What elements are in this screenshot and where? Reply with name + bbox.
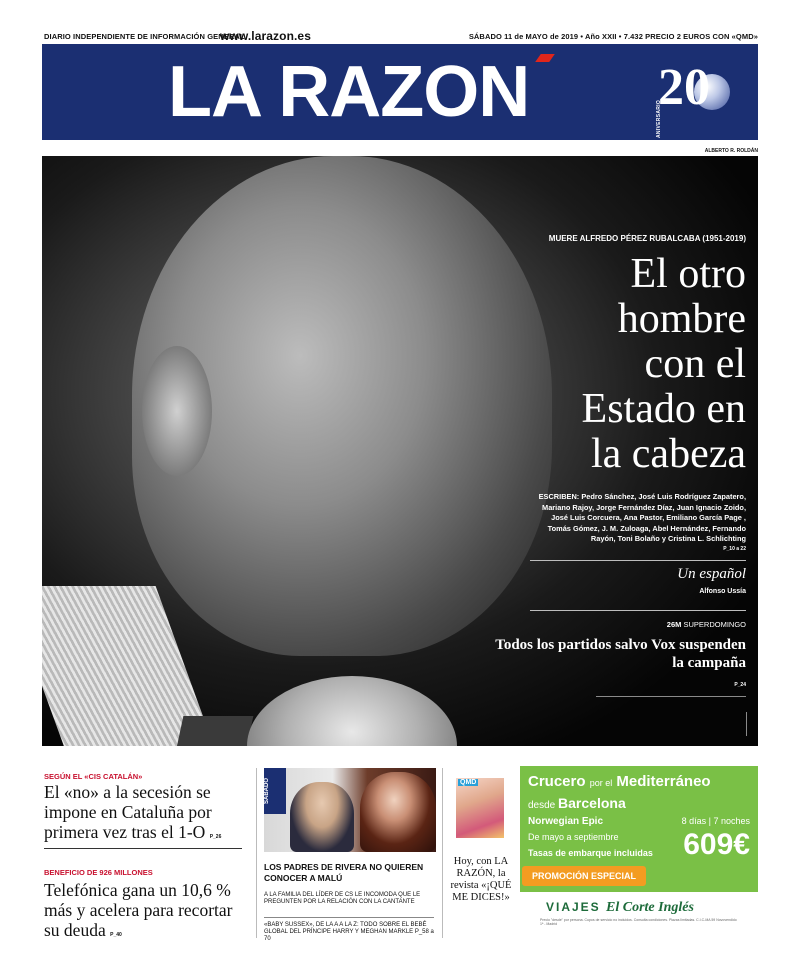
tag-text: SUPERDOMINGO (683, 620, 746, 629)
story-headline[interactable] (44, 880, 249, 945)
story-headline[interactable] (44, 782, 249, 847)
story-page-ref: P_40 (110, 932, 122, 938)
sabado-photo[interactable] (264, 768, 436, 852)
story-headline-text: El «no» a la secesión se impone en Cataluña por primera vez tras el 1-O (44, 782, 212, 842)
sabado-badge: SÁBADO (264, 768, 286, 814)
headline-line: hombre (617, 296, 746, 342)
anniversary-label: ANIVERSARIO (656, 99, 662, 138)
anniversary-emblem (654, 59, 734, 138)
headline-line: Estado en (581, 386, 746, 432)
headline-line: la cabeza (590, 431, 746, 477)
subhead-page-ref: P_24 (734, 682, 746, 688)
ad-line-1 (528, 773, 711, 790)
column-divider (256, 768, 257, 938)
website-link[interactable]: www.larazon.es (220, 29, 311, 43)
lead-headline[interactable] (446, 252, 746, 477)
anniversary-number: 20 (658, 59, 710, 116)
ad-ship: Norwegian Epic (528, 816, 604, 827)
sabado-title[interactable]: LOS PADRES DE RIVERA NO QUIEREN CONOCER A MALÚ (264, 862, 424, 883)
ad-city: Barcelona (558, 795, 626, 811)
malu-photo (360, 772, 436, 852)
divider (596, 696, 746, 697)
section-tag (667, 620, 746, 629)
subhead[interactable]: Todos los partidos salvo Vox suspenden la campaña (495, 637, 746, 671)
divider (746, 712, 747, 736)
photo-credit: ALBERTO R. ROLDÁN (704, 148, 758, 154)
opinion-author: Alfonso Ussía (699, 588, 746, 595)
sabado-summary: A LA FAMILIA DEL LÍDER DE CS LE INCOMODA QUE LE PREGUNTEN POR LA RELACIÓN CON LA CANTANTE (264, 892, 421, 905)
headline-line: El otro (630, 251, 746, 297)
ad-dates: De mayo a septiembre (528, 832, 619, 842)
logo-text: LA RAZON (168, 52, 530, 132)
lead-writers: ESCRIBEN: Pedro Sánchez, José Luis Rodríguez Zapatero, Mariano Rajoy, Jorge Fernández Díaz, Juan Ignacio Zoido, José Luis Corcuera, Ana Pastor, Emiliano García Page , Tomás Gómez, J. M. Zuloaga, Abel Hernández, Fernando Rayón, Toni Bolaño y Cristina L. Schlichting (538, 492, 746, 543)
portrait-tie (171, 716, 254, 746)
story-page-ref: P_26 (209, 834, 222, 840)
tag-bold: 26M (666, 620, 682, 629)
portrait-hand (247, 676, 457, 746)
cruise-advertisement[interactable] (520, 766, 758, 926)
logo-accent-mark (535, 54, 555, 62)
ad-duration: 8 días | 7 noches (681, 816, 750, 826)
headline-line: con el (644, 341, 746, 387)
tagline: DIARIO INDEPENDIENTE DE INFORMACIÓN GENERAL (44, 32, 245, 41)
ad-sea: Mediterráneo (616, 773, 711, 790)
promo-button[interactable]: PROMOCIÓN ESPECIAL (522, 866, 646, 886)
writers-page-ref: P_10 a 22 (723, 546, 746, 552)
ad-desde: desde (528, 800, 556, 811)
qmd-text: Hoy, con LA RAZÓN, la revista «¡QUÉ ME DICES!» (450, 856, 512, 903)
ad-brand (546, 900, 694, 916)
divider (530, 610, 746, 611)
portrait-ear (142, 346, 212, 476)
sabado-summary-2: «BABY SUSSEX», DE LA A A LA Z: TODO SOBRE EL BEBÉ GLOBAL DEL PRÍNCIPE HARRY Y MEGHAN MARKLE P_58 a 70 (264, 922, 434, 942)
qmd-label: QMD (460, 779, 477, 786)
rivera-photo (290, 782, 354, 852)
ad-line-2 (528, 795, 626, 811)
divider (264, 917, 434, 918)
column-divider (442, 768, 443, 938)
lead-kicker: MUERE ALFREDO PÉREZ RUBALCABA (1951-2019) (548, 234, 746, 243)
story-kicker: BENEFICIO DE 926 MILLONES (44, 868, 153, 877)
qmd-magazine-cover[interactable] (456, 778, 504, 838)
story-headline-text: Telefónica gana un 10,6 % más y acelera para recortar su deuda (44, 880, 233, 940)
ad-por: por el (589, 778, 613, 788)
masthead (42, 44, 758, 140)
ad-cruise: Crucero (528, 773, 586, 790)
dateline: SÁBADO 11 de MAYO de 2019 • Año XXII • 7.432 PRECIO 2 EUROS CON «QMD» (468, 32, 758, 41)
ad-fine-print: Precio "desde" por persona. Cupos de servicio no incluidos. Consulta condiciones. Plazas limitadas. C.I.C-MA 59 Novovendido 1ª - Madrid (540, 918, 737, 926)
opinion-title[interactable]: Un español (677, 566, 746, 582)
divider (530, 560, 746, 561)
story-kicker: SEGÚN EL «CIS CATALÁN» (44, 772, 143, 781)
newspaper-logo (168, 50, 529, 134)
ad-taxes: Tasas de embarque incluidas (528, 848, 653, 858)
ad-brand-eci: El Corte Inglés (606, 900, 694, 915)
ad-brand-viajes: VIAJES (546, 900, 601, 914)
ad-price: 609€ (683, 828, 750, 861)
divider (44, 848, 242, 849)
top-strip (44, 29, 758, 44)
